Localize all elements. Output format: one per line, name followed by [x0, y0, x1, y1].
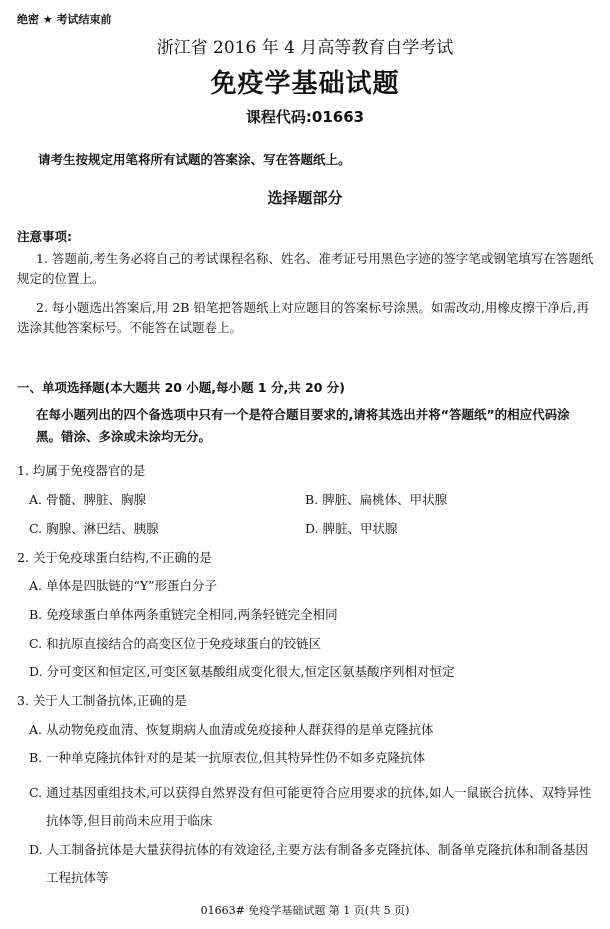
question-1-option-a: A. 骨髓、脾脏、胸腺: [29, 492, 146, 507]
section-title: 选择题部分: [267, 189, 343, 207]
secret-label: 绝密 ★ 考试结束前: [17, 13, 112, 26]
question-3-stem: 3. 关于人工制备抗体,正确的是: [17, 693, 187, 708]
part1-heading: 一、单项选择题(本大题共 20 小题,每小题 1 分,共 20 分): [17, 380, 346, 395]
question-1-option-c: C. 胸腺、淋巴结、胰腺: [29, 521, 159, 536]
notes-heading: 注意事项:: [17, 229, 72, 244]
answer-instruction: 请考生按规定用笔将所有试题的答案涂、写在答题纸上。: [38, 152, 351, 167]
question-2-stem: 2. 关于免疫球蛋白结构,不正确的是: [17, 550, 212, 565]
question-2-option-b: B. 免疫球蛋白单体两条重链完全相同,两条轻链完全相同: [29, 607, 338, 622]
page-footer: 01663# 免疫学基础试题 第 1 页(共 5 页): [200, 904, 410, 917]
question-3-option-b: B. 一种单克隆抗体针对的是某一抗原表位,但其特异性仍不如多克隆抗体: [29, 750, 426, 765]
question-3-option-a: A. 从动物免疫血清、恢复期病人血清或免疫接种人群获得的是单克隆抗体: [29, 722, 434, 737]
note-item-2: 2. 每小题选出答案后,用 2B 铅笔把答题纸上对应题目的答案标号涂黑。如需改动,用橡皮擦干净后,再选涂其他答案标号。不能答在试题卷上。: [17, 300, 589, 335]
question-3-option-d: D. 人工制备抗体是大量获得抗体的有效途径,主要方法有制备多克隆抗体、制备单克隆抗体和制备基因工程抗体等: [29, 842, 588, 885]
course-code: 课程代码:01663: [245, 108, 365, 126]
question-1-option-b: B. 脾脏、扁桃体、甲状腺: [305, 492, 448, 507]
note-item-1: 1. 答题前,考生务必将自己的考试课程名称、姓名、准考证号用黑色字迹的签字笔或钢笔填写在答题纸规定的位置上。: [17, 251, 594, 286]
question-1-option-d: D. 脾脏、甲状腺: [305, 521, 398, 536]
question-2-option-c: C. 和抗原直接结合的高变区位于免疫球蛋白的铰链区: [29, 636, 322, 651]
question-2-option-d: D. 分可变区和恒定区,可变区氨基酸组成变化很大,恒定区氨基酸序列相对恒定: [29, 664, 455, 679]
question-2-option-a: A. 单体是四肽链的“Y”形蛋白分子: [29, 578, 218, 593]
exam-name: 浙江省 2016 年 4 月高等教育自学考试: [156, 38, 454, 58]
paper-title: 免疫学基础试题: [210, 69, 400, 99]
part1-description: 在每小题列出的四个备选项中只有一个是符合题目要求的,请将其选出并将“答题纸”的相应代码涂黑。错涂、多涂或未涂均无分。: [36, 407, 570, 444]
question-3-option-c: C. 通过基因重组技术,可以获得自然界没有但可能更符合应用要求的抗体,如人一鼠嵌合抗体、双特异性抗体等,但目前尚未应用于临床: [29, 785, 592, 828]
question-1-stem: 1. 均属于免疫器官的是: [17, 463, 146, 478]
